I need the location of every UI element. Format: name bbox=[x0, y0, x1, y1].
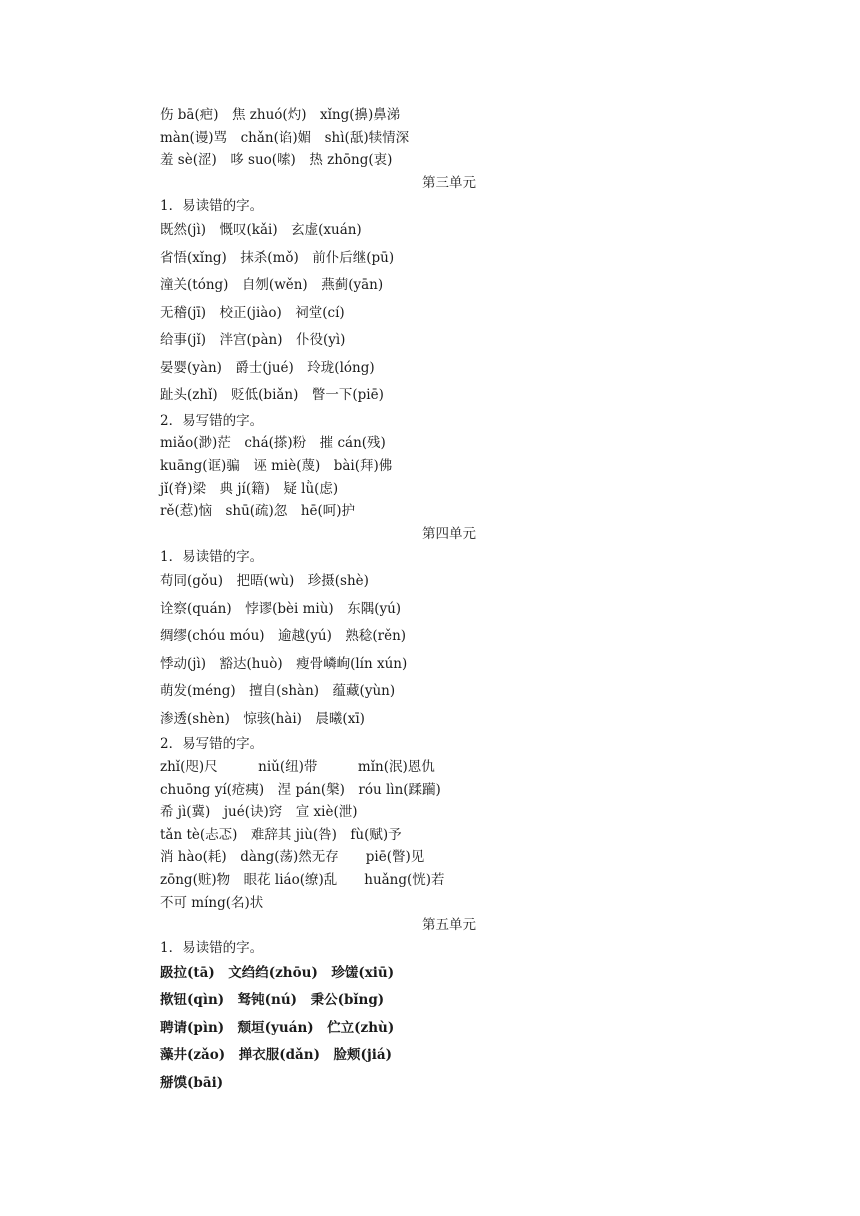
misread-line: 萌发(méng) 擅自(shàn) 蕴藏(yùn) bbox=[160, 683, 396, 700]
misread-line: 聘请(pìn) 颓垣(yuán) 伫立(zhù) bbox=[160, 1019, 395, 1036]
miswrite-line: jǐ(脊)梁 典 jí(籍) 疑 lǜ(虑) bbox=[160, 480, 339, 497]
unit-3-title: 第三单元 bbox=[422, 174, 476, 191]
misread-line: 省悟(xǐng) 抹杀(mǒ) 前仆后继(pū) bbox=[160, 249, 395, 266]
misread-heading: 1．易读错的字。 bbox=[160, 548, 264, 565]
word-line: màn(谩)骂 chǎn(谄)媚 shì(舐)犊情深 bbox=[160, 129, 410, 146]
misread-line: 晏婴(yàn) 爵士(jué) 玲珑(lóng) bbox=[160, 359, 375, 376]
misread-line: 揿钮(qìn) 驽钝(nú) 秉公(bǐng) bbox=[160, 992, 385, 1009]
misread-line: 绸缪(chóu móu) 逾越(yú) 熟稔(rěn) bbox=[160, 628, 407, 645]
miswrite-line: kuāng(诓)骗 诬 miè(蔑) bài(拜)佛 bbox=[160, 458, 393, 475]
misread-line: 渗透(shèn) 惊骇(hài) 晨曦(xī) bbox=[160, 710, 365, 727]
miswrite-line: rě(惹)恼 shū(疏)忽 hē(呵)护 bbox=[160, 503, 356, 520]
misread-line: 既然(jì) 慨叹(kǎi) 玄虚(xuán) bbox=[160, 222, 362, 239]
misread-line: 给事(jǐ) 泮宫(pàn) 仆役(yì) bbox=[160, 332, 346, 349]
miswrite-line: tǎn tè(忐忑) 难辞其 jiù(咎) fù(赋)予 bbox=[160, 826, 402, 843]
miswrite-heading: 2．易写错的字。 bbox=[160, 736, 264, 753]
miswrite-line: chuōng yí(疮痍) 涅 pán(槃) róu lìn(蹂躏) bbox=[160, 781, 441, 798]
word-line: 伤 bā(疤) 焦 zhuó(灼) xǐng(擤)鼻涕 bbox=[160, 107, 401, 123]
unit-4-title: 第四单元 bbox=[422, 525, 476, 542]
misread-heading: 1．易读错的字。 bbox=[160, 940, 264, 957]
miswrite-line: 希 jì(冀) jué(诀)窍 宣 xiè(泄) bbox=[160, 804, 358, 821]
unit-5-title: 第五单元 bbox=[422, 917, 476, 934]
miswrite-line: 消 hào(耗) dàng(荡)然无存 piē(瞥)见 bbox=[160, 849, 425, 866]
misread-line: 趾头(zhǐ) 贬低(biǎn) 瞥一下(piē) bbox=[160, 387, 384, 404]
miswrite-line: zhǐ(咫)尺 niǔ(纽)带 mǐn(泯)恩仇 bbox=[160, 759, 435, 776]
misread-line: 掰馍(bāi) bbox=[160, 1074, 224, 1091]
word-line: 羞 sè(涩) 哆 suo(嗦) 热 zhōng(衷) bbox=[160, 152, 393, 169]
misread-line: 悸动(jì) 豁达(huò) 瘦骨嶙峋(lín xún) bbox=[160, 655, 408, 672]
unit-4-section bbox=[160, 523, 476, 914]
top-word-list bbox=[160, 104, 476, 172]
miswrite-line: zōng(赃)物 眼花 liáo(缭)乱 huǎng(恍)若 bbox=[160, 872, 445, 888]
misread-heading: 1．易读错的字。 bbox=[160, 197, 264, 214]
misread-line: 潼关(tóng) 自刎(wěn) 燕蓟(yān) bbox=[160, 277, 384, 294]
miswrite-line: miǎo(渺)茫 chá(搽)粉 摧 cán(残) bbox=[160, 435, 386, 452]
miswrite-line: 不可 míng(名)状 bbox=[160, 894, 264, 911]
misread-line: 无稽(jī) 校正(jiào) 祠堂(cí) bbox=[160, 304, 345, 321]
misread-line: 诠察(quán) 悖谬(bèi miù) 东隅(yú) bbox=[160, 600, 402, 617]
misread-line: 藻井(zǎo) 掸衣服(dǎn) 脸颊(jiá) bbox=[160, 1047, 393, 1064]
miswrite-heading: 2．易写错的字。 bbox=[160, 412, 264, 429]
document-page bbox=[160, 104, 476, 1097]
misread-line: 苟同(gǒu) 把晤(wù) 珍摄(shè) bbox=[160, 573, 369, 590]
misread-line: 趿拉(tā) 文绉绉(zhōu) 珍馐(xiū) bbox=[160, 964, 395, 981]
unit-3-section bbox=[160, 172, 476, 523]
unit-5-section bbox=[160, 914, 476, 1097]
